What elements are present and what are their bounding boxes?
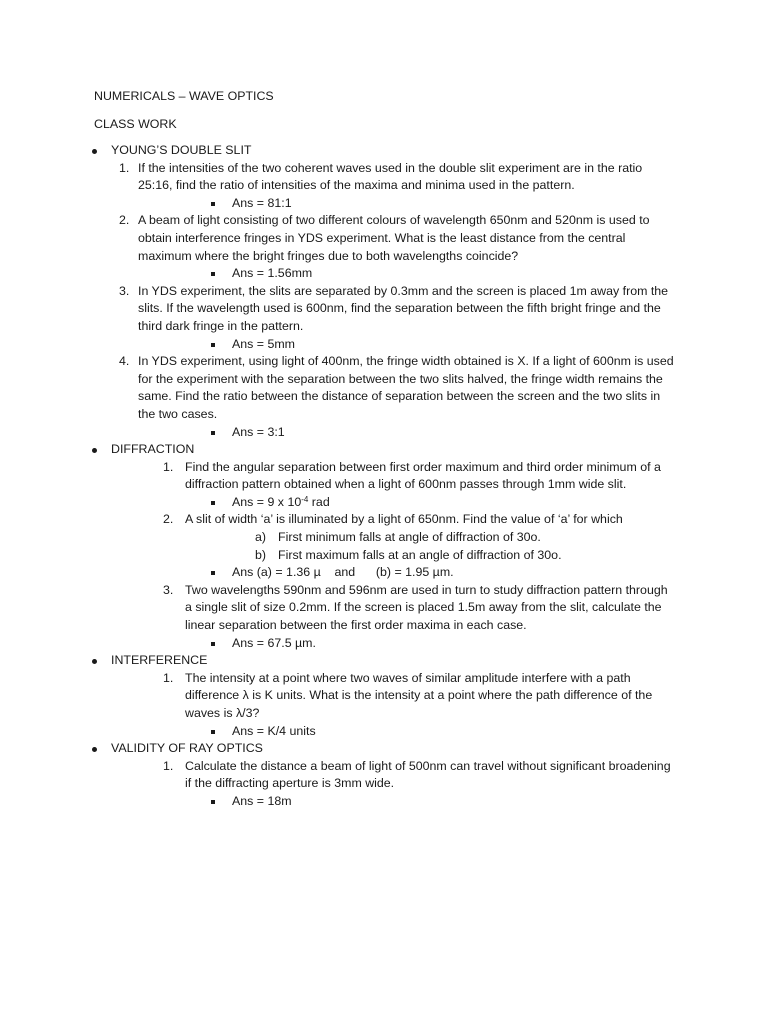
- square-bullet-icon: [211, 343, 215, 347]
- answer-line: [0, 564, 768, 582]
- sub-item-text: First minimum falls at angle of diffraction of 30o.: [278, 530, 541, 545]
- question-item: [0, 160, 678, 195]
- answer-prefix: Ans = 9 x 10: [232, 494, 302, 509]
- question-number: 1.: [119, 160, 130, 175]
- answer-line: [0, 195, 768, 213]
- section-validity-of-ray-optics: [0, 740, 768, 810]
- answer-text: Ans = 67.5 µm.: [232, 635, 316, 650]
- question-text: Calculate the distance a beam of light of 500nm can travel without significant broadening if the diffracting aperture is 3mm wide.: [185, 758, 671, 791]
- section-heading: [0, 740, 768, 758]
- answer-line: [0, 265, 768, 283]
- answer-line: [0, 793, 768, 811]
- question-text: A beam of light consisting of two different colours of wavelength 650nm and 520nm is used to obtain interference fringes in YDS experiment. What is the least distance from the central maximum where the bright fringes due to both wavelengths coincide?: [138, 213, 650, 263]
- square-bullet-icon: [211, 501, 215, 505]
- section-heading-text: YOUNG’S DOUBLE SLIT: [111, 143, 252, 157]
- answer-line: [0, 336, 768, 354]
- sub-item: [0, 547, 768, 565]
- sub-item: [0, 529, 768, 547]
- answer-text: Ans = 5mm: [232, 336, 296, 351]
- question-text: Two wavelengths 590nm and 596nm are used in turn to study diffraction pattern through a single slit of size 0.2mm. If the screen is placed 1.5m away from the slit, calculate the linear separation between the first order maxima in each case.: [185, 582, 668, 633]
- square-bullet-icon: [211, 800, 215, 804]
- sub-item-text: First maximum falls at an angle of diffraction of 30o.: [278, 547, 562, 562]
- question-text: The intensity at a point where two waves of similar amplitude interfere with a path difference λ is K units. What is the intensity at a point where the path difference of the waves is λ/3?: [185, 670, 653, 720]
- answer-suffix: rad: [308, 494, 330, 509]
- question-number: 2.: [163, 512, 174, 527]
- answer-text: Ans (a) = 1.36 µ and (b) = 1.95 µm.: [232, 565, 454, 580]
- question-number: 1.: [163, 758, 174, 773]
- bullet-icon: [92, 149, 97, 154]
- question-text: In YDS experiment, the slits are separated by 0.3mm and the screen is placed 1m away from the slits. If the wavelength used is 600nm, find the separation between the fifth bright fringe and the third dark fringe in the pattern.: [138, 283, 669, 333]
- answer-text: Ans = K/4 units: [232, 723, 316, 738]
- question-text: A slit of width ‘a’ is illuminated by a light of 650nm. Find the value of ‘a’ for which: [185, 512, 623, 527]
- answer-line: [0, 635, 768, 653]
- answer-text: Ans = 81:1: [232, 195, 292, 210]
- question-item: [0, 758, 675, 793]
- answer-text: Ans = 3:1: [232, 424, 285, 439]
- question-text: If the intensities of the two coherent waves used in the double slit experiment are in the ratio 25:16, find the ratio of intensities of the maxima and minima used in the pattern.: [138, 160, 643, 193]
- section-heading: [0, 652, 768, 670]
- page-subtitle: CLASS WORK: [94, 117, 177, 131]
- sub-item-letter: a): [255, 530, 267, 545]
- question-text: In YDS experiment, using light of 400nm, the fringe width obtained is X. If a light of 600nm is used for the experiment with the separation between the two slits halved, the fringe width remains the same. Find the ratio between the distance of separation between the screen and the two slits in the two cases.: [138, 354, 674, 421]
- question-number: 1.: [163, 670, 174, 685]
- question-number: 1.: [163, 459, 174, 474]
- section-heading-text: INTERFERENCE: [111, 653, 208, 668]
- section-youngs-double-slit: [0, 142, 768, 441]
- section-interference: [0, 652, 768, 740]
- question-item: [0, 459, 675, 494]
- section-heading: [0, 142, 768, 160]
- square-bullet-icon: [211, 571, 215, 575]
- question-item: [0, 353, 678, 423]
- answer-line: [0, 723, 768, 741]
- question-number: 3.: [119, 283, 130, 298]
- question-number: 3.: [163, 582, 174, 597]
- bullet-icon: [92, 448, 97, 453]
- answer-text: Ans = 1.56mm: [232, 266, 313, 281]
- bullet-icon: [92, 659, 97, 664]
- section-heading-text: VALIDITY OF RAY OPTICS: [111, 741, 263, 756]
- section-heading-text: DIFFRACTION: [111, 442, 195, 457]
- question-item: [0, 670, 675, 723]
- bullet-icon: [92, 747, 97, 752]
- square-bullet-icon: [211, 730, 215, 734]
- section-diffraction: [0, 441, 768, 652]
- sub-item-letter: b): [255, 547, 267, 562]
- question-text: Find the angular separation between first order maximum and third order minimum of a diffraction pattern obtained when a light of 600nm passes through 1mm wide slit.: [185, 459, 661, 492]
- question-number: 4.: [119, 354, 130, 369]
- question-item: [0, 283, 678, 336]
- question-item: [0, 212, 678, 265]
- section-heading: [0, 441, 768, 459]
- page-title: NUMERICALS – WAVE OPTICS: [94, 89, 274, 103]
- answer-exponent: -4: [301, 494, 309, 504]
- question-number: 2.: [119, 213, 130, 228]
- answer-text: Ans = 18m: [232, 793, 292, 808]
- answer-line: [0, 494, 768, 512]
- square-bullet-icon: [211, 202, 215, 206]
- question-item: [0, 511, 675, 529]
- question-item: [0, 582, 675, 635]
- answer-line: [0, 424, 768, 442]
- square-bullet-icon: [211, 431, 215, 435]
- square-bullet-icon: [211, 272, 215, 276]
- square-bullet-icon: [211, 642, 215, 646]
- document-body: [0, 142, 768, 811]
